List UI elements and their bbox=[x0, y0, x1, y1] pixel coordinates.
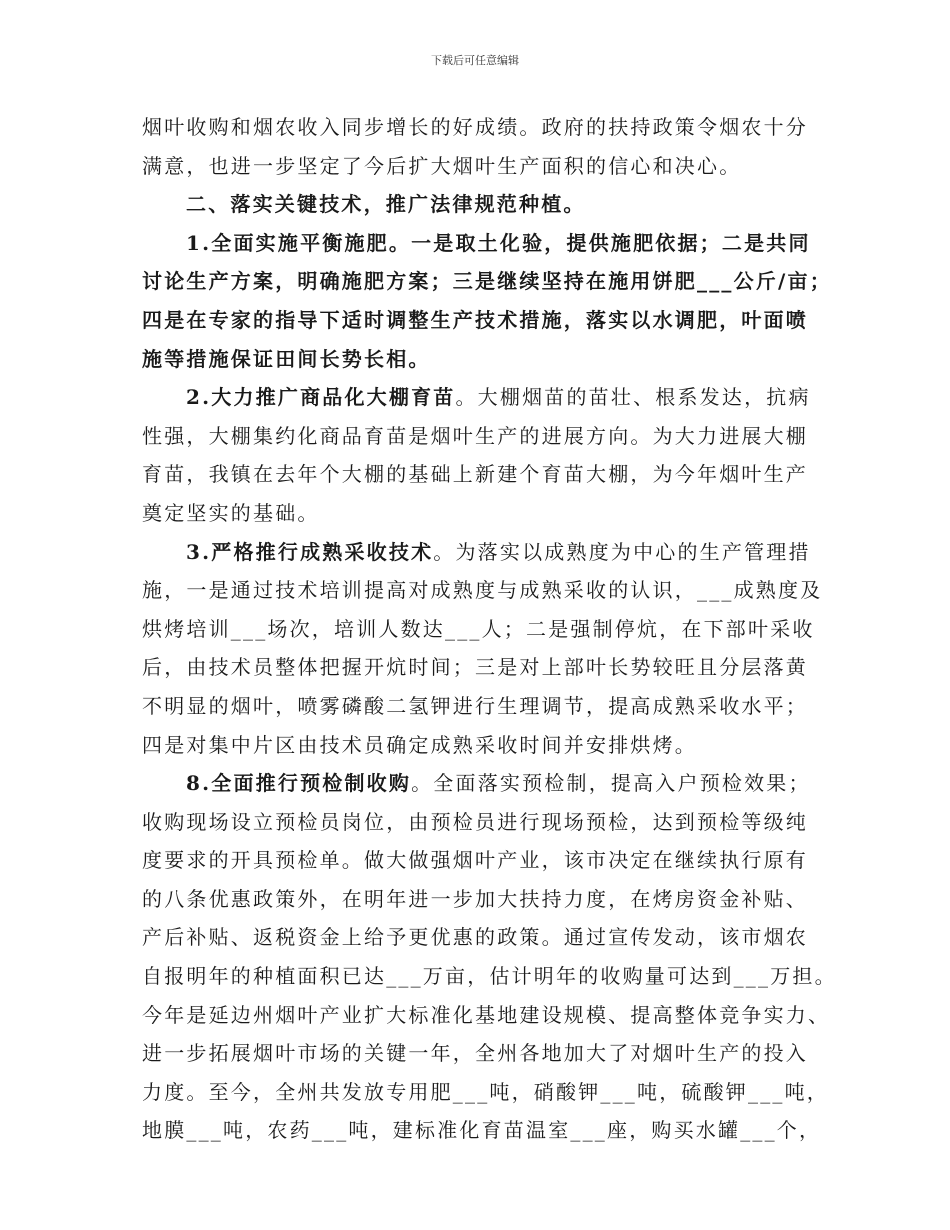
subheading-inline: 2.大力推广商品化大棚育苗 bbox=[186, 385, 456, 410]
subheading-inline: 8.全面推行预检制收购 bbox=[186, 771, 412, 796]
body-line: 四是对集中片区由技术员确定成熟采收时间并安排烘烤。 bbox=[142, 732, 697, 757]
body-line: 1.全面实施平衡施肥。一是取土化验，提供施肥依据；二是共同 bbox=[186, 230, 811, 255]
body-line: 施等措施保证田间长势长相。 bbox=[142, 346, 431, 371]
body-line: 四是在专家的指导下适时调整生产技术措施，落实以水调肥，叶面喷 bbox=[142, 307, 808, 332]
body-line: 的八条优惠政策外，在明年进一步加大扶持力度，在烤房资金补贴、 bbox=[142, 886, 808, 911]
body-line: 烟叶收购和烟农收入同步增长的好成绩。政府的扶持政策令烟农十分 bbox=[142, 115, 808, 139]
body-line: 不明显的烟叶，喷雾磷酸二氢钾进行生理调节，提高成熟采收水平； bbox=[142, 693, 808, 718]
body-line: 施，一是通过技术培训提高对成熟度与成熟采收的认识，___成熟度及 bbox=[142, 578, 823, 603]
section-heading: 二、落实关键技术，推广法律规范种植。 bbox=[186, 192, 586, 217]
body-line: 地膜___吨，农药___吨，建标准化育苗温室___座，购买水罐___个， bbox=[142, 1118, 822, 1143]
body-text: 。大棚烟苗的苗壮、根系发达，抗病 bbox=[455, 385, 811, 410]
body-line: 奠定坚实的基础。 bbox=[142, 500, 320, 525]
body-line: 满意，也进一步坚定了今后扩大烟叶生产面积的信心和决心。 bbox=[142, 153, 742, 178]
body-line: 收购现场设立预检员岗位，由预检员进行现场预检，达到预检等级纯 bbox=[142, 809, 808, 834]
body-line: 力度。至今，全州共发放专用肥___吨，硝酸钾___吨，硫酸钾___吨， bbox=[142, 1079, 829, 1104]
body-line: 育苗，我镇在去年个大棚的基础上新建个育苗大棚，为今年烟叶生产 bbox=[142, 462, 808, 487]
body-text: 。全面落实预检制，提高入户预检效果； bbox=[411, 771, 811, 796]
body-line: 性强，大棚集约化商品育苗是烟叶生产的进展方向。为大力进展大棚 bbox=[142, 423, 808, 448]
body-line: 今年是延边州烟叶产业扩大标准化基地建设规模、提高整体竞争实力、 bbox=[142, 1002, 831, 1027]
body-line bbox=[142, 378, 814, 417]
subheading-inline: 3.严格推行成熟采收技术 bbox=[186, 539, 434, 564]
body-line bbox=[142, 764, 814, 803]
body-line: 自报明年的种植面积已达___万亩，估计明年的收购量可达到___万担。 bbox=[142, 964, 837, 989]
document-body bbox=[142, 108, 837, 1150]
body-line: 进一步拓展烟叶市场的关键一年，全州各地加大了对烟叶生产的投入 bbox=[142, 1041, 808, 1066]
body-line: 烘烤培训___场次，培训人数达___人；二是强制停炕，在下部叶采收 bbox=[142, 616, 815, 641]
body-text: 。为落实以成熟度为中心的生产管理措 bbox=[433, 539, 811, 564]
body-line: 产后补贴、返税资金上给予更优惠的政策。通过宣传发动，该市烟农 bbox=[142, 925, 808, 950]
body-line bbox=[142, 533, 814, 572]
page-header: 下载后可任意编辑 bbox=[431, 54, 519, 67]
body-line: 度要求的开具预检单。做大做强烟叶产业，该市决定在继续执行原有 bbox=[142, 848, 808, 873]
body-line: 后，由技术员整体把握开炕时间；三是对上部叶长势较旺且分层落黄 bbox=[142, 655, 808, 680]
body-line: 讨论生产方案，明确施肥方案；三是继续坚持在施用饼肥___公斤/亩； bbox=[142, 269, 832, 294]
